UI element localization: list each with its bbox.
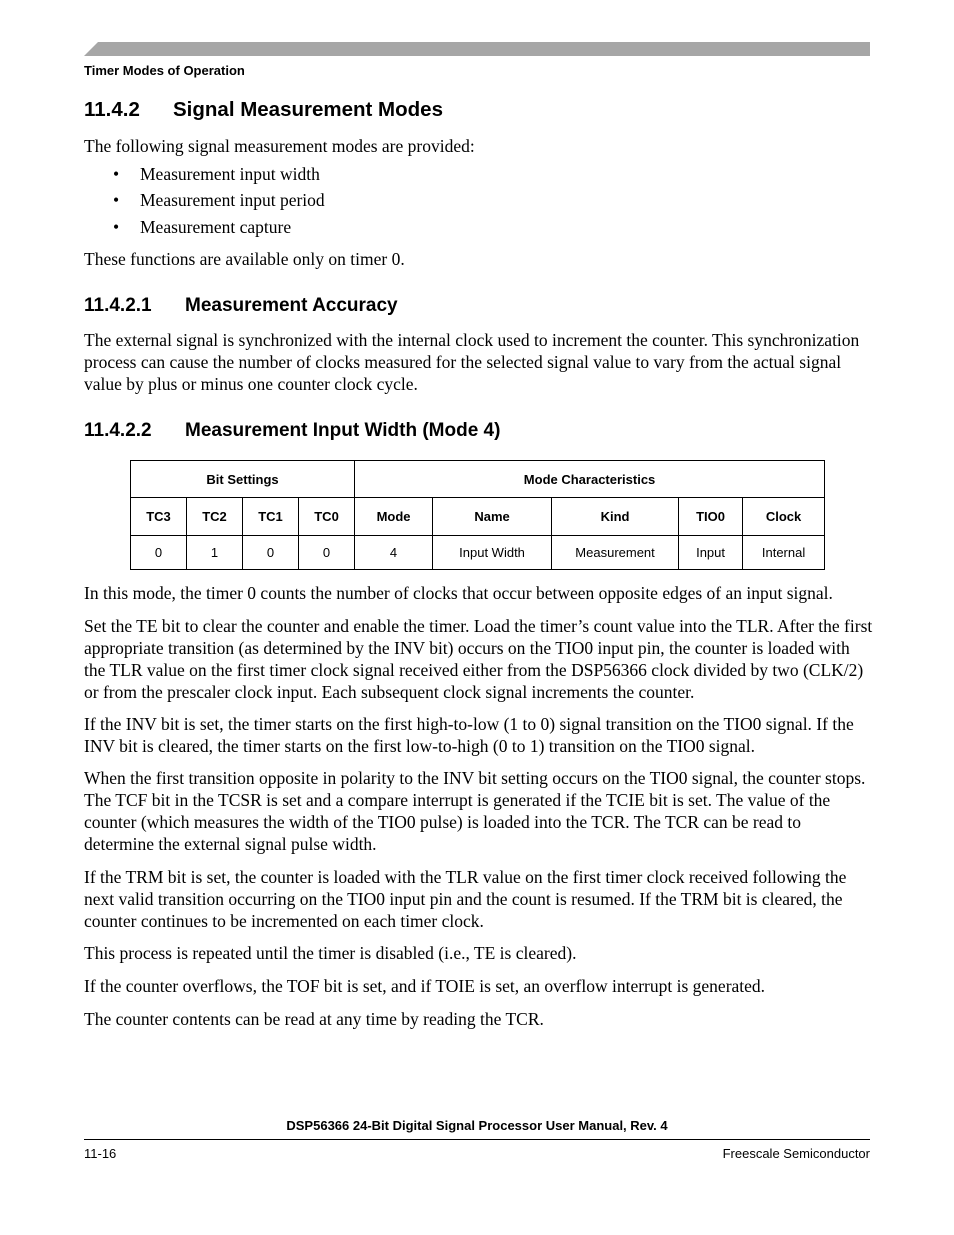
column-header: TC3 xyxy=(131,498,187,536)
list-item: • Measurement input period xyxy=(113,190,325,210)
body-paragraph: If the INV bit is set, the timer starts on the first high-to-low (1 to 0) signal transition on the TIO0 signal. If the INV bit is cleared, the timer starts on the first low-to-high (0 to 1) transition on the TIO0 signal. xyxy=(84,714,854,756)
body-paragraph: If the counter overflows, the TOF bit is set, and if TOIE is set, an overflow interrupt is generated. xyxy=(84,976,766,996)
table-cell: 0 xyxy=(131,536,187,570)
column-header: TIO0 xyxy=(679,498,743,536)
subsection-title: Measurement Accuracy xyxy=(185,295,398,316)
column-header: Kind xyxy=(552,498,679,536)
list-item: • Measurement capture xyxy=(113,217,292,237)
mode-characteristics-header: Mode Characteristics xyxy=(355,461,825,498)
footer-rule xyxy=(84,1139,870,1140)
intro-paragraph: The following signal measurement modes are provided: xyxy=(84,136,475,156)
column-header: TC0 xyxy=(299,498,355,536)
table-cell: 1 xyxy=(187,536,243,570)
body-paragraph: In this mode, the timer 0 counts the number of clocks that occur between opposite edges of an input signal. xyxy=(84,583,833,603)
subsection-number: 11.4.2.2 xyxy=(84,420,152,441)
section-number: 11.4.2 xyxy=(84,98,140,121)
body-paragraph: Set the TE bit to clear the counter and enable the timer. Load the timer’s count value into the TLR. After the first appropriate transition (as determined by the INV bit) occurs on the TIO0 input pin, the counter is loaded with the TLR value on the first timer clock signal received either from the DSP56366 clock divided by two (CLK/2) or from the prescaler clock input. Each subsequent clock signal increments the counter. xyxy=(84,616,873,702)
body-paragraph: When the first transition opposite in polarity to the INV bit setting occurs on the TIO0 signal, the counter stops. The TCF bit in the TCSR is set and a compare interrupt is generated if the TCIE bit is set. The value of the counter (which measures the width of the TIO0 pulse) is loaded into the TCR. The TCR can be read to determine the external signal pulse width. xyxy=(84,768,866,854)
bullet-icon: • xyxy=(113,190,120,210)
subsection-title: Measurement Input Width (Mode 4) xyxy=(185,420,501,441)
bullet-icon: • xyxy=(113,164,120,184)
column-header: TC1 xyxy=(243,498,299,536)
body-paragraph: The counter contents can be read at any time by reading the TCR. xyxy=(84,1009,544,1029)
publisher: Freescale Semiconductor xyxy=(722,1146,870,1161)
bullet-icon: • xyxy=(113,217,120,237)
body-paragraph: This process is repeated until the timer is disabled (i.e., TE is cleared). xyxy=(84,943,577,963)
subsection-heading xyxy=(84,295,398,317)
table-cell: 0 xyxy=(243,536,299,570)
table-cell: Internal xyxy=(743,536,825,570)
table-row xyxy=(131,536,825,570)
column-header: Clock xyxy=(743,498,825,536)
table-cell: Measurement xyxy=(552,536,679,570)
availability-note: These functions are available only on timer 0. xyxy=(84,249,405,269)
mode-table xyxy=(130,460,825,570)
table-cell: Input xyxy=(679,536,743,570)
column-header: Mode xyxy=(355,498,433,536)
column-header: Name xyxy=(433,498,552,536)
section-title: Signal Measurement Modes xyxy=(173,98,443,121)
table-cell: Input Width xyxy=(433,536,552,570)
accuracy-paragraph: The external signal is synchronized with the internal clock used to increment the counter. This synchronization process can cause the number of clocks measured for the selected signal value to vary from the actual signal value by plus or minus one counter clock cycle. xyxy=(84,330,860,394)
running-head: Timer Modes of Operation xyxy=(84,63,245,78)
column-header: TC2 xyxy=(187,498,243,536)
table-cell: 0 xyxy=(299,536,355,570)
table-cell: 4 xyxy=(355,536,433,570)
subsection-number: 11.4.2.1 xyxy=(84,295,152,316)
list-item: • Measurement input width xyxy=(113,164,320,184)
page-number: 11-16 xyxy=(84,1146,117,1161)
section-heading xyxy=(84,98,443,122)
subsection-heading xyxy=(84,420,500,442)
body-paragraph: If the TRM bit is set, the counter is loaded with the TLR value on the first timer clock received following the next valid transition occurring on the TIO0 input pin and the count is resumed. If the TRM bit is cleared, the counter continues to be incremented on each timer clock. xyxy=(84,867,847,931)
bit-settings-header: Bit Settings xyxy=(131,461,355,498)
header-banner xyxy=(84,42,870,56)
footer-title: DSP56366 24-Bit Digital Signal Processor User Manual, Rev. 4 xyxy=(286,1118,668,1133)
